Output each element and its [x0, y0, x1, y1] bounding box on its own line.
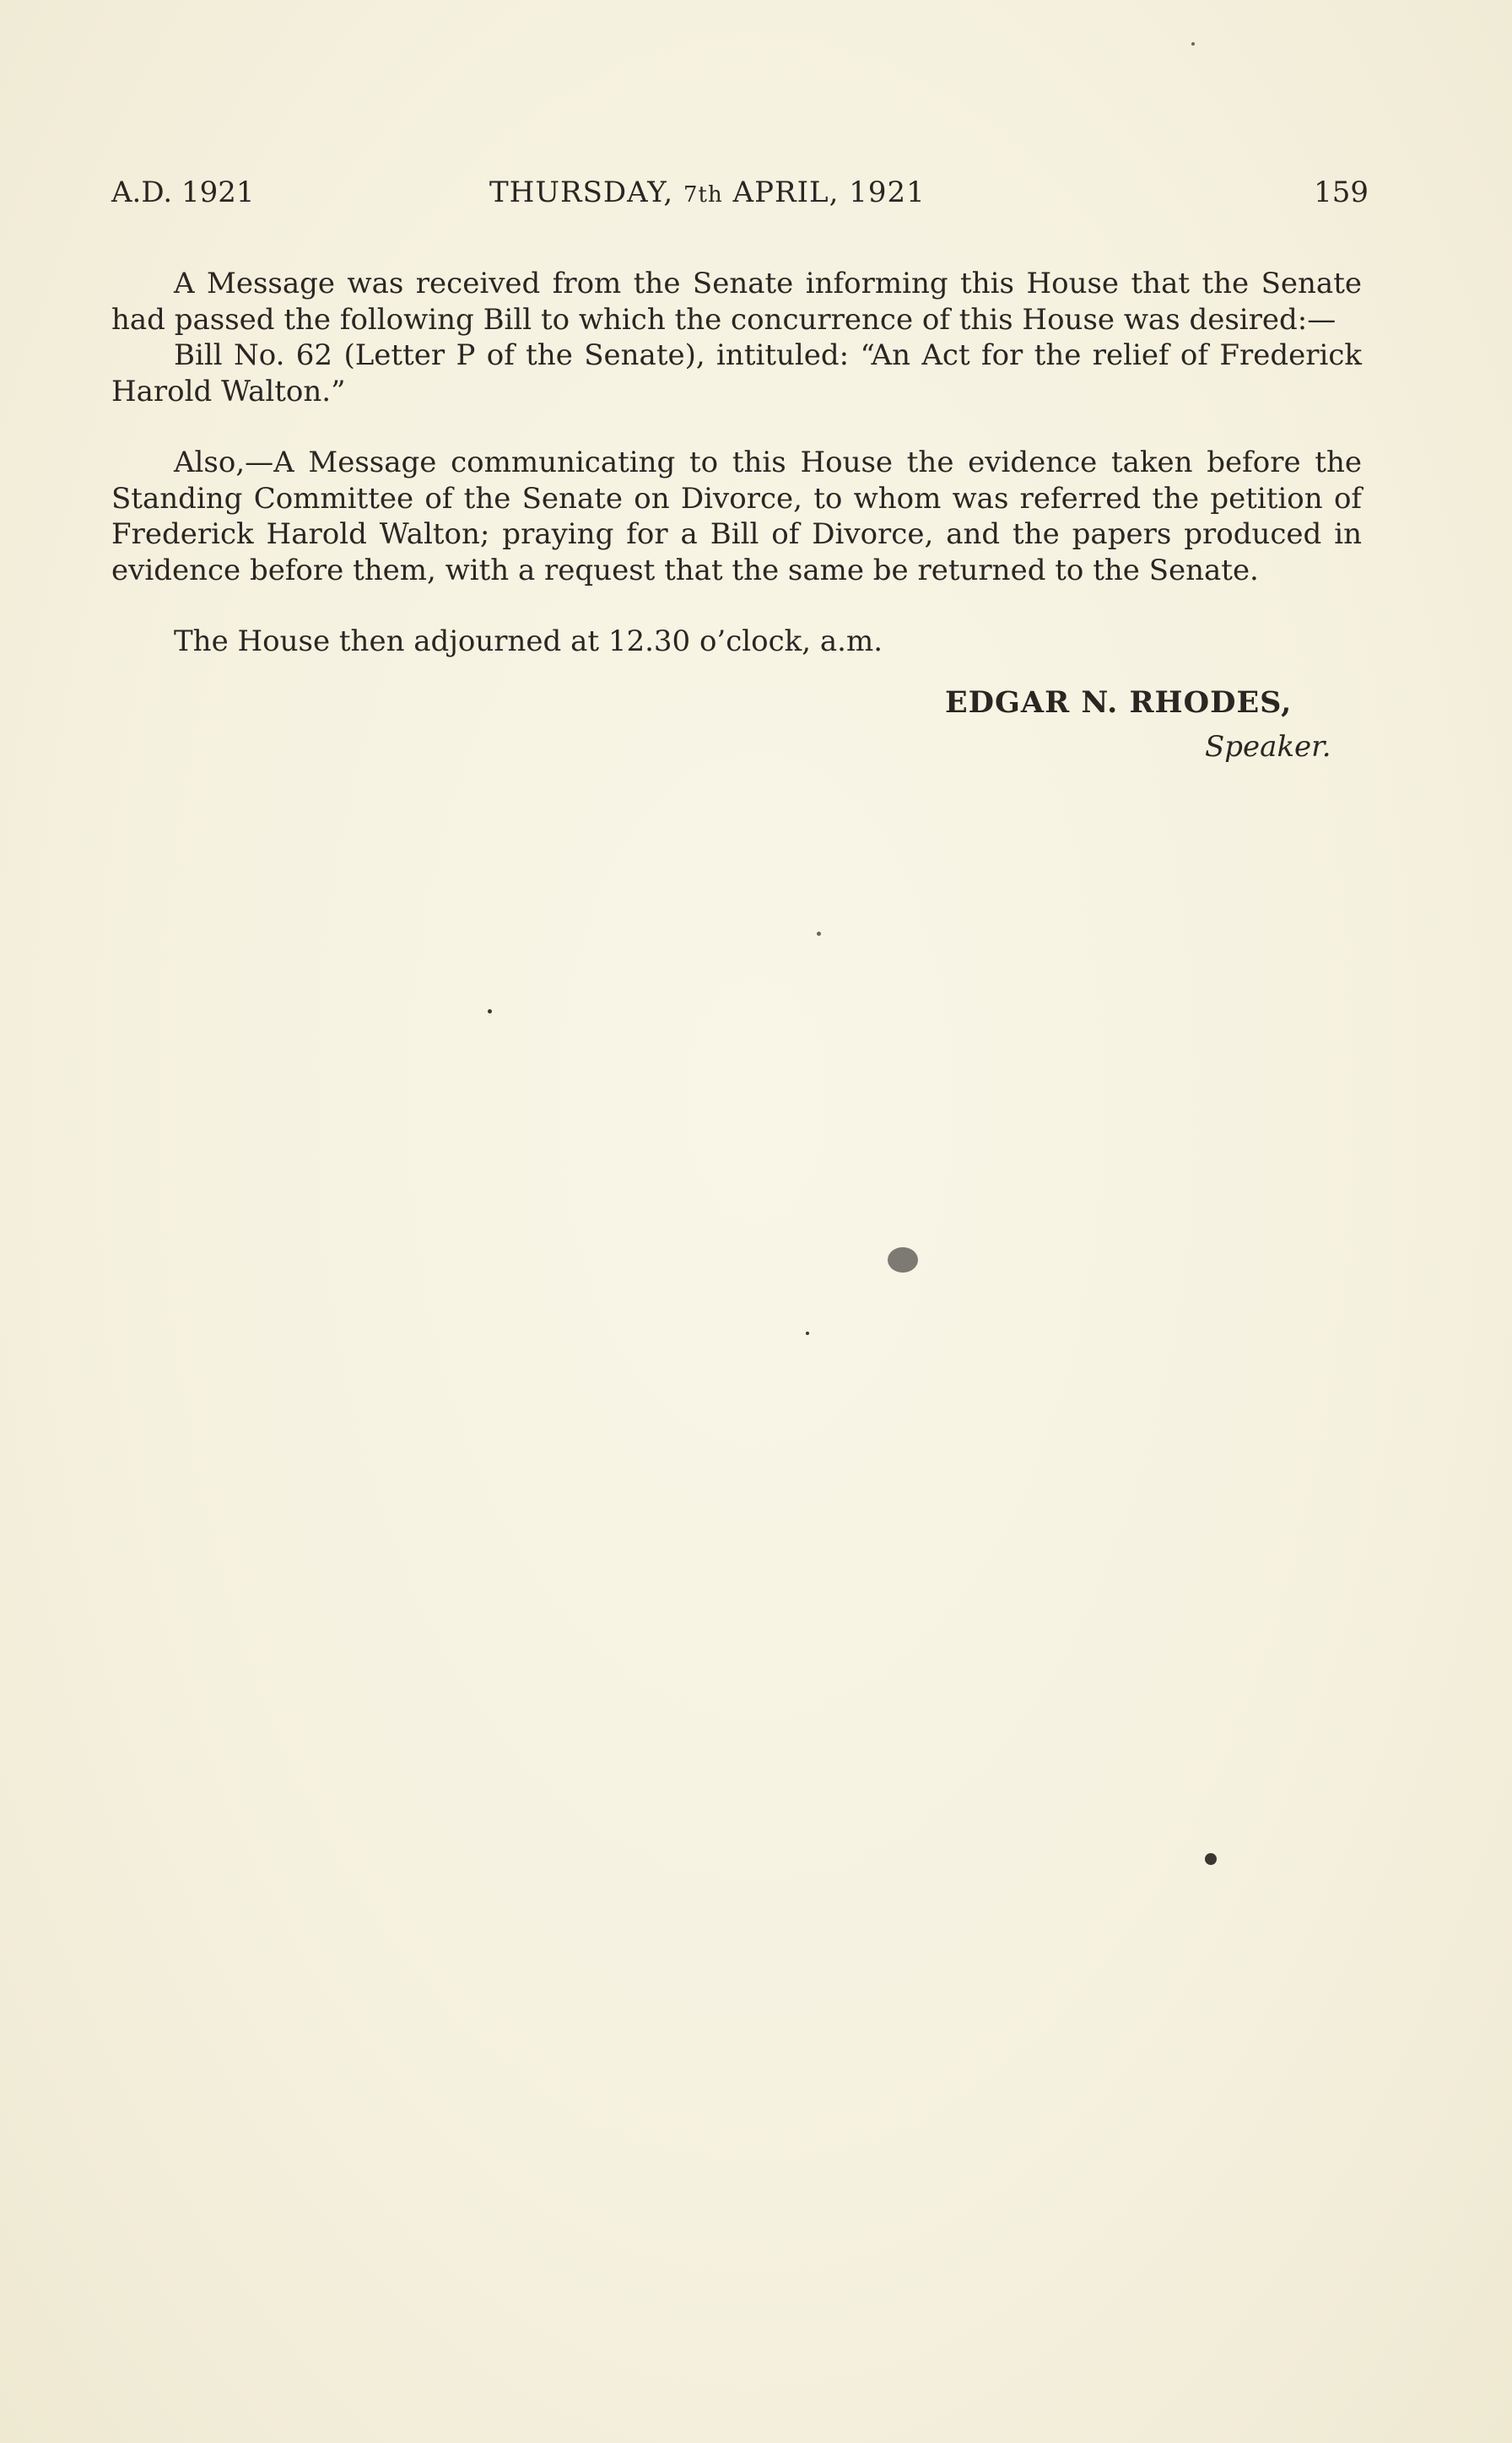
- header-date: [489, 173, 926, 214]
- header-year: A.D. 1921: [111, 176, 255, 209]
- paper-speck: [806, 1332, 809, 1335]
- journal-entries: [111, 266, 1362, 660]
- paper-speck: [1205, 1853, 1217, 1865]
- running-header: [111, 173, 1369, 212]
- paper-speck: [817, 932, 821, 936]
- header-month-year: APRIL, 1921: [722, 176, 926, 209]
- paper-speck: [1191, 42, 1195, 46]
- paper-speck: [888, 1247, 918, 1273]
- adjournment-paragraph: The House then adjourned at 12.30 o’clock, a.m.: [174, 624, 883, 658]
- header-day: 7th: [683, 182, 723, 208]
- header-weekday: THURSDAY,: [489, 176, 683, 209]
- signature-title: Speaker.: [1205, 730, 1331, 764]
- paper-speck: [488, 1009, 492, 1013]
- evidence-message-paragraph: Also,—A Message communicating to this House the evidence taken before the Standing Committee of the Senate on Divorce, to whom was referred the petition of Frederick Harold Walton; praying for a Bill of Divorce, and the papers produced in evidence before them, with a request that the same be returned to the Senate.: [111, 446, 1362, 587]
- senate-message-paragraph: A Message was received from the Senate informing this House that the Senate had passed the following Bill to which the concurrence of this House was desired:—: [111, 267, 1362, 337]
- bill-paragraph: Bill No. 62 (Letter P of the Senate), intituled: “An Act for the relief of Frederick Harold Walton.”: [111, 338, 1362, 408]
- page-number: 159: [1314, 176, 1369, 209]
- signature-name: EDGAR N. RHODES,: [945, 685, 1293, 720]
